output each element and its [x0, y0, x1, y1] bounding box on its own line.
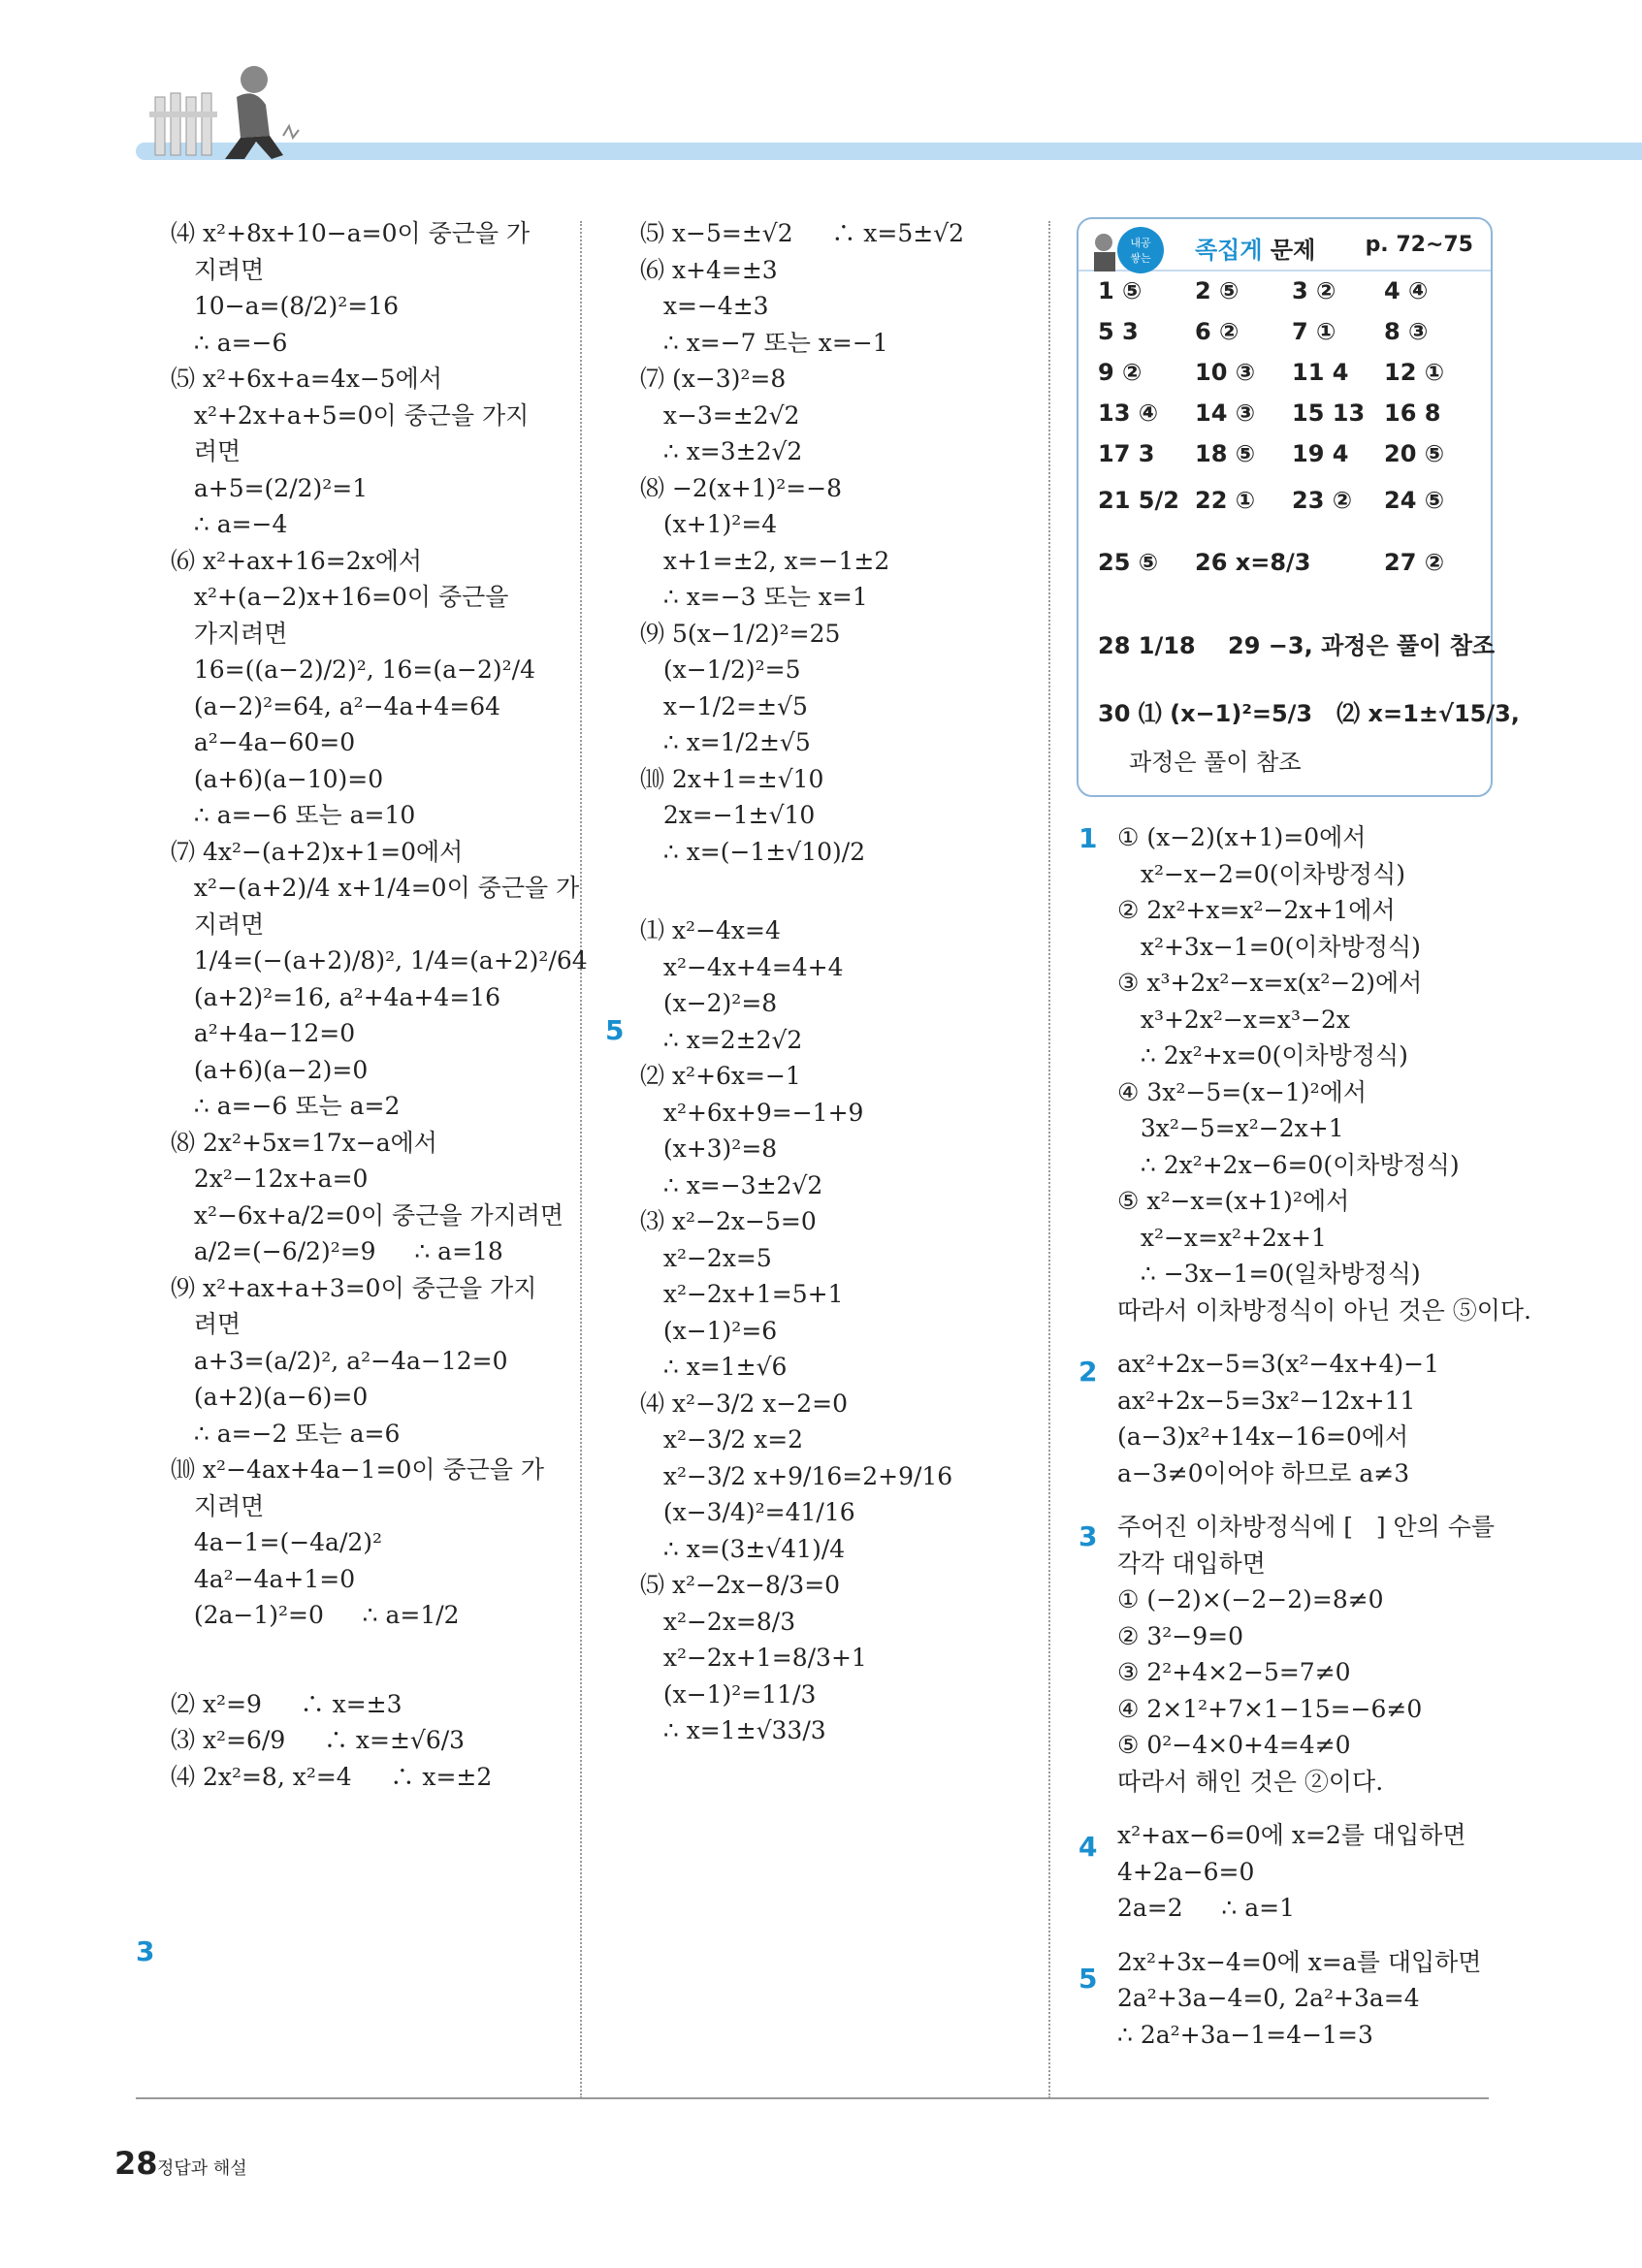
- answer-key-title: [1195, 231, 1315, 265]
- solution-line: x²−x−2=0(이차방정식): [1117, 859, 1405, 888]
- solution-line: ⑽ 2x+1=±√10: [640, 764, 824, 793]
- solution-line: (x−1/2)²=5: [640, 655, 801, 684]
- solution-line: (x−3/4)²=41/16: [640, 1498, 855, 1526]
- answer-30: 30 ⑴ (x−1)²=5/3 ⑵ x=1±√15/3,: [1098, 700, 1520, 727]
- solution-line: x²+ax−6=0에 x=2를 대입하면: [1117, 1821, 1466, 1849]
- solution-line: ⑷ x²+8x+10−a=0이 중근을 가: [171, 219, 531, 247]
- answer-key-header: [1079, 219, 1491, 272]
- solution-line: (a+6)(a−10)=0: [171, 764, 384, 793]
- solution-line: (x+1)²=4: [640, 510, 778, 538]
- answer-30-note: 과정은 풀이 참조: [1129, 749, 1302, 776]
- solution-line: ∴ a=−6 또는 a=10: [171, 801, 416, 829]
- answer-cell: 23 ②: [1292, 487, 1353, 514]
- solution-line: ⑤ 0²−4×0+4=4≠0: [1117, 1731, 1351, 1759]
- answer-cell: 25 ⑤: [1098, 549, 1159, 576]
- solution-line: x²−2x=8/3: [640, 1607, 796, 1636]
- solution-line: x²+2x+a+5=0이 중근을 가지: [171, 400, 530, 430]
- title-highlight: 족집게: [1195, 237, 1263, 264]
- solution-line: a+3=(a/2)², a²−4a−12=0: [171, 1346, 508, 1375]
- answer-cell: 3 ②: [1292, 277, 1336, 304]
- header-band: [136, 143, 1642, 160]
- answer-cell: 10 ③: [1195, 359, 1256, 386]
- solution-line: (a−3)x²+14x−16=0에서: [1117, 1422, 1409, 1451]
- solution-line: x³+2x²−x=x³−2x: [1117, 1005, 1351, 1034]
- solution-line: 16=((a−2)/2)², 16=(a−2)²/4: [171, 655, 535, 684]
- section-number-5: 5: [605, 1014, 625, 1046]
- solution-line: ∴ 2x²+2x−6=0(이차방정식): [1117, 1150, 1460, 1179]
- solution-line: ∴ a=−6 또는 a=2: [171, 1092, 401, 1120]
- answer-cell: 2 ⑤: [1195, 277, 1240, 304]
- answer-cell: 21 5/2: [1098, 487, 1179, 514]
- solution-line: (x−2)²=8: [640, 989, 778, 1017]
- answer-cell: 22 ①: [1195, 487, 1256, 514]
- solution-line: 4a−1=(−4a/2)²: [171, 1528, 383, 1556]
- solution-line: ∴ a=−2 또는 a=6: [171, 1419, 401, 1448]
- solution-line: ② 3²−9=0: [1117, 1621, 1243, 1650]
- solution-line: x²−(a+2)/4 x+1/4=0이 중근을 가: [171, 874, 580, 902]
- solution-line: ⑼ 5(x−1/2)²=25: [640, 619, 841, 648]
- answer-cell: 4 ④: [1384, 277, 1429, 304]
- solution-line: (x−1)²=6: [640, 1316, 778, 1345]
- solution-line: ∴ x=(3±√41)/4: [640, 1534, 846, 1563]
- solution-line: x²−2x+1=8/3+1: [640, 1644, 867, 1672]
- solution-line: ∴ x=1/2±√5: [640, 728, 811, 756]
- answer-cell: 18 ⑤: [1195, 440, 1256, 467]
- answer-cell: 26 x=8/3: [1195, 549, 1311, 576]
- solution-line: ⑶ x²−2x−5=0: [640, 1207, 817, 1235]
- solution-line: x=−4±3: [640, 292, 769, 320]
- solution-line: 2x²+3x−4=0에 x=a를 대입하면: [1117, 1947, 1482, 1976]
- solution-line: x²+6x+9=−1+9: [640, 1098, 864, 1127]
- solution-line: ⑺ 4x²−(a+2)x+1=0에서: [171, 837, 464, 866]
- answer-cell: 13 ④: [1098, 399, 1159, 427]
- solution-line: (a+2)²=16, a²+4a+4=16: [171, 982, 501, 1011]
- solution-line: ⑹ x²+ax+16=2x에서: [171, 546, 423, 575]
- solution-line: ∴ a=−6: [171, 328, 288, 357]
- solution-line: 따라서 해인 것은 ②이다.: [1117, 1767, 1384, 1796]
- solution-line: ax²+2x−5=3(x²−4x+4)−1: [1117, 1350, 1439, 1378]
- solution-line: ∴ 2x²+x=0(이차방정식): [1117, 1041, 1408, 1070]
- page-label: 정답과 해설: [157, 2158, 247, 2179]
- answer-cell: 19 4: [1292, 440, 1349, 467]
- solution-line: x−1/2=±√5: [640, 691, 808, 720]
- solution-line: x²+3x−1=0(이차방정식): [1117, 932, 1421, 961]
- answer-cell: 15 13: [1292, 399, 1366, 427]
- solution-line: ⑷ x²−3/2 x−2=0: [640, 1389, 849, 1418]
- solution-line: ∴ x=(−1±√10)/2: [640, 837, 866, 866]
- solution-line: 따라서 이차방정식이 아닌 것은 ⑤이다.: [1117, 1295, 1531, 1325]
- answer-cell: 9 ②: [1098, 359, 1143, 386]
- solution-line: x²−2x+1=5+1: [640, 1280, 844, 1308]
- answer-28-29: 28 1/18 29 −3, 과정은 풀이 참조: [1098, 632, 1496, 659]
- section-number-3: 3: [136, 1935, 155, 1967]
- solution-line: ④ 3x²−5=(x−1)²에서: [1117, 1077, 1367, 1106]
- solution-line: ⑵ x²+6x=−1: [640, 1062, 801, 1090]
- solution-line: ∴ x=3±2√2: [640, 437, 803, 465]
- page-range: p. 72~75: [1365, 233, 1473, 257]
- solution-line: (a+2)(a−6)=0: [171, 1383, 369, 1411]
- solution-line: x²+(a−2)x+16=0이 중근을: [171, 583, 509, 611]
- solution-line: x²−4x+4=4+4: [640, 952, 844, 981]
- solution-line: ⑵ x²=9 ∴ x=±3: [171, 1689, 402, 1718]
- solution-line: (a−2)²=64, a²−4a+4=64: [171, 691, 501, 720]
- solution-line: 2x=−1±√10: [640, 801, 816, 829]
- solution-line: ∴ x=−3±2√2: [640, 1170, 823, 1199]
- badge-icon: [1086, 223, 1174, 275]
- solution-line: 2a=2 ∴ a=1: [1117, 1894, 1296, 1922]
- solution-line: 1/4=(−(a+2)/8)², 1/4=(a+2)²/64: [171, 946, 588, 974]
- solution-line: ⑺ (x−3)²=8: [640, 365, 787, 393]
- solution-number-5: 5: [1079, 1963, 1098, 1995]
- solution-line: x²−3/2 x=2: [640, 1425, 804, 1453]
- footer-rule: [136, 2097, 1489, 2099]
- answer-cell: 27 ②: [1384, 549, 1445, 576]
- answer-cell: 16 8: [1384, 399, 1441, 427]
- solution-line: 3x²−5=x²−2x+1: [1117, 1114, 1344, 1142]
- solution-line: ∴ x=1±√33/3: [640, 1716, 826, 1744]
- solution-line: ③ 2²+4×2−5=7≠0: [1117, 1658, 1351, 1686]
- solution-number-1: 1: [1079, 822, 1098, 854]
- solution-line: ⑻ 2x²+5x=17x−a에서: [171, 1128, 437, 1157]
- solution-line: ① (−2)×(−2−2)=8≠0: [1117, 1585, 1384, 1613]
- column-3: [1077, 819, 1531, 2053]
- solution-line: ∴ x=2±2√2: [640, 1025, 803, 1054]
- page-number: 28: [114, 2145, 158, 2182]
- solution-line: ⑸ x−5=±√2 ∴ x=5±√2: [640, 219, 965, 247]
- solution-line: x²−3/2 x+9/16=2+9/16: [640, 1461, 953, 1490]
- solution-line: (x−1)²=11/3: [640, 1679, 817, 1709]
- solution-number-2: 2: [1079, 1356, 1098, 1388]
- solution-line: 4+2a−6=0: [1117, 1857, 1255, 1886]
- solution-line: 려면: [171, 437, 241, 465]
- svg-text:쌓는: 쌓는: [1130, 252, 1151, 265]
- solution-line: x²−6x+a/2=0이 중근을 가지려면: [171, 1200, 564, 1230]
- solution-line: 지려면: [171, 1491, 265, 1520]
- solution-line: ⑼ x²+ax+a+3=0이 중근을 가지: [171, 1273, 537, 1302]
- answer-cell: 5 3: [1098, 318, 1139, 345]
- solution-line: 주어진 이차방정식에 [ ] 안의 수를: [1117, 1513, 1496, 1541]
- solution-line: a²+4a−12=0: [171, 1019, 356, 1047]
- answer-cell: 8 ③: [1384, 318, 1429, 345]
- solution-line: a²−4a−60=0: [171, 728, 356, 756]
- answer-cell: 20 ⑤: [1384, 440, 1445, 467]
- solution-line: ⑻ −2(x+1)²=−8: [640, 473, 843, 502]
- solution-line: ∴ 2a²+3a−1=4−1=3: [1117, 2020, 1373, 2049]
- solution-number-4: 4: [1079, 1831, 1098, 1863]
- solution-line: 지려면: [171, 910, 265, 939]
- solution-line: ∴ a=−4: [171, 510, 288, 538]
- solution-line: ⑽ x²−4ax+4a−1=0이 중근을 가: [171, 1455, 545, 1484]
- answer-cell: 7 ①: [1292, 318, 1336, 345]
- solution-line: a+5=(2/2)²=1: [171, 473, 369, 502]
- solution-line: ∴ x=1±√6: [640, 1353, 788, 1381]
- solution-line: x²−2x=5: [640, 1243, 772, 1272]
- solution-line: ⑤ x²−x=(x+1)²에서: [1117, 1187, 1350, 1215]
- answer-cell: 12 ①: [1384, 359, 1445, 386]
- solution-line: 10−a=(8/2)²=16: [171, 292, 399, 320]
- solution-line: ① (x−2)(x+1)=0에서: [1117, 823, 1367, 851]
- answer-cell: 14 ③: [1195, 399, 1256, 427]
- solution-line: a−3≠0이어야 하므로 a≠3: [1117, 1458, 1410, 1487]
- title-rest: 문제: [1262, 237, 1316, 264]
- column-divider-2: [1048, 221, 1050, 2098]
- solution-line: ∴ x=−3 또는 x=1: [640, 583, 868, 611]
- solution-line: 4a²−4a+1=0: [171, 1564, 356, 1593]
- solution-line: 려면: [171, 1310, 241, 1338]
- answer-cell: 1 ⑤: [1098, 277, 1143, 304]
- answer-cell: 11 4: [1292, 359, 1349, 386]
- column-2: [640, 215, 1038, 1749]
- solution-line: ⑸ x²+6x+a=4x−5에서: [171, 365, 442, 393]
- solution-line: ⑷ 2x²=8, x²=4 ∴ x=±2: [171, 1762, 493, 1791]
- solution-number-3: 3: [1079, 1520, 1098, 1552]
- solution-line: 2a²+3a−4=0, 2a²+3a=4: [1117, 1984, 1420, 2012]
- answer-key-box: [1077, 217, 1520, 797]
- solution-line: 2x²−12x+a=0: [171, 1165, 369, 1193]
- solution-line: a/2=(−6/2)²=9 ∴ a=18: [171, 1237, 503, 1265]
- solution-line: ⑸ x²−2x−8/3=0: [640, 1571, 841, 1599]
- solution-line: x+1=±2, x=−1±2: [640, 546, 890, 575]
- solution-line: 가지려면: [171, 619, 288, 648]
- solution-line: ∴ x=−7 또는 x=−1: [640, 328, 888, 357]
- solution-line: ⑹ x+4=±3: [640, 255, 778, 284]
- solution-line: ∴ −3x−1=0(일차방정식): [1117, 1260, 1421, 1288]
- solution-line: ② 2x²+x=x²−2x+1에서: [1117, 896, 1396, 924]
- solution-line: (x+3)²=8: [640, 1134, 778, 1163]
- solution-line: x−3=±2√2: [640, 400, 800, 430]
- solution-line: (a+6)(a−2)=0: [171, 1055, 369, 1084]
- solution-line: ⑶ x²=6/9 ∴ x=±√6/3: [171, 1726, 466, 1754]
- solution-line: ax²+2x−5=3x²−12x+11: [1117, 1386, 1416, 1415]
- answer-cell: 17 3: [1098, 440, 1155, 467]
- solution-line: 지려면: [171, 255, 265, 284]
- answer-cell: 24 ⑤: [1384, 487, 1445, 514]
- solution-line: x²−x=x²+2x+1: [1117, 1223, 1327, 1252]
- solution-line: 각각 대입하면: [1117, 1549, 1266, 1578]
- answer-cell: 6 ②: [1195, 318, 1240, 345]
- solution-line: (2a−1)²=0 ∴ a=1/2: [171, 1601, 460, 1629]
- solution-line: ④ 2×1²+7×1−15=−6≠0: [1117, 1694, 1423, 1723]
- solution-line: ⑴ x²−4x=4: [640, 916, 781, 944]
- column-1: [171, 215, 588, 1795]
- gardener-illustration: [147, 58, 312, 167]
- svg-text:내공: 내공: [1130, 237, 1151, 249]
- solution-line: ③ x³+2x²−x=x(x²−2)에서: [1117, 969, 1423, 997]
- column-divider-1: [580, 221, 582, 2098]
